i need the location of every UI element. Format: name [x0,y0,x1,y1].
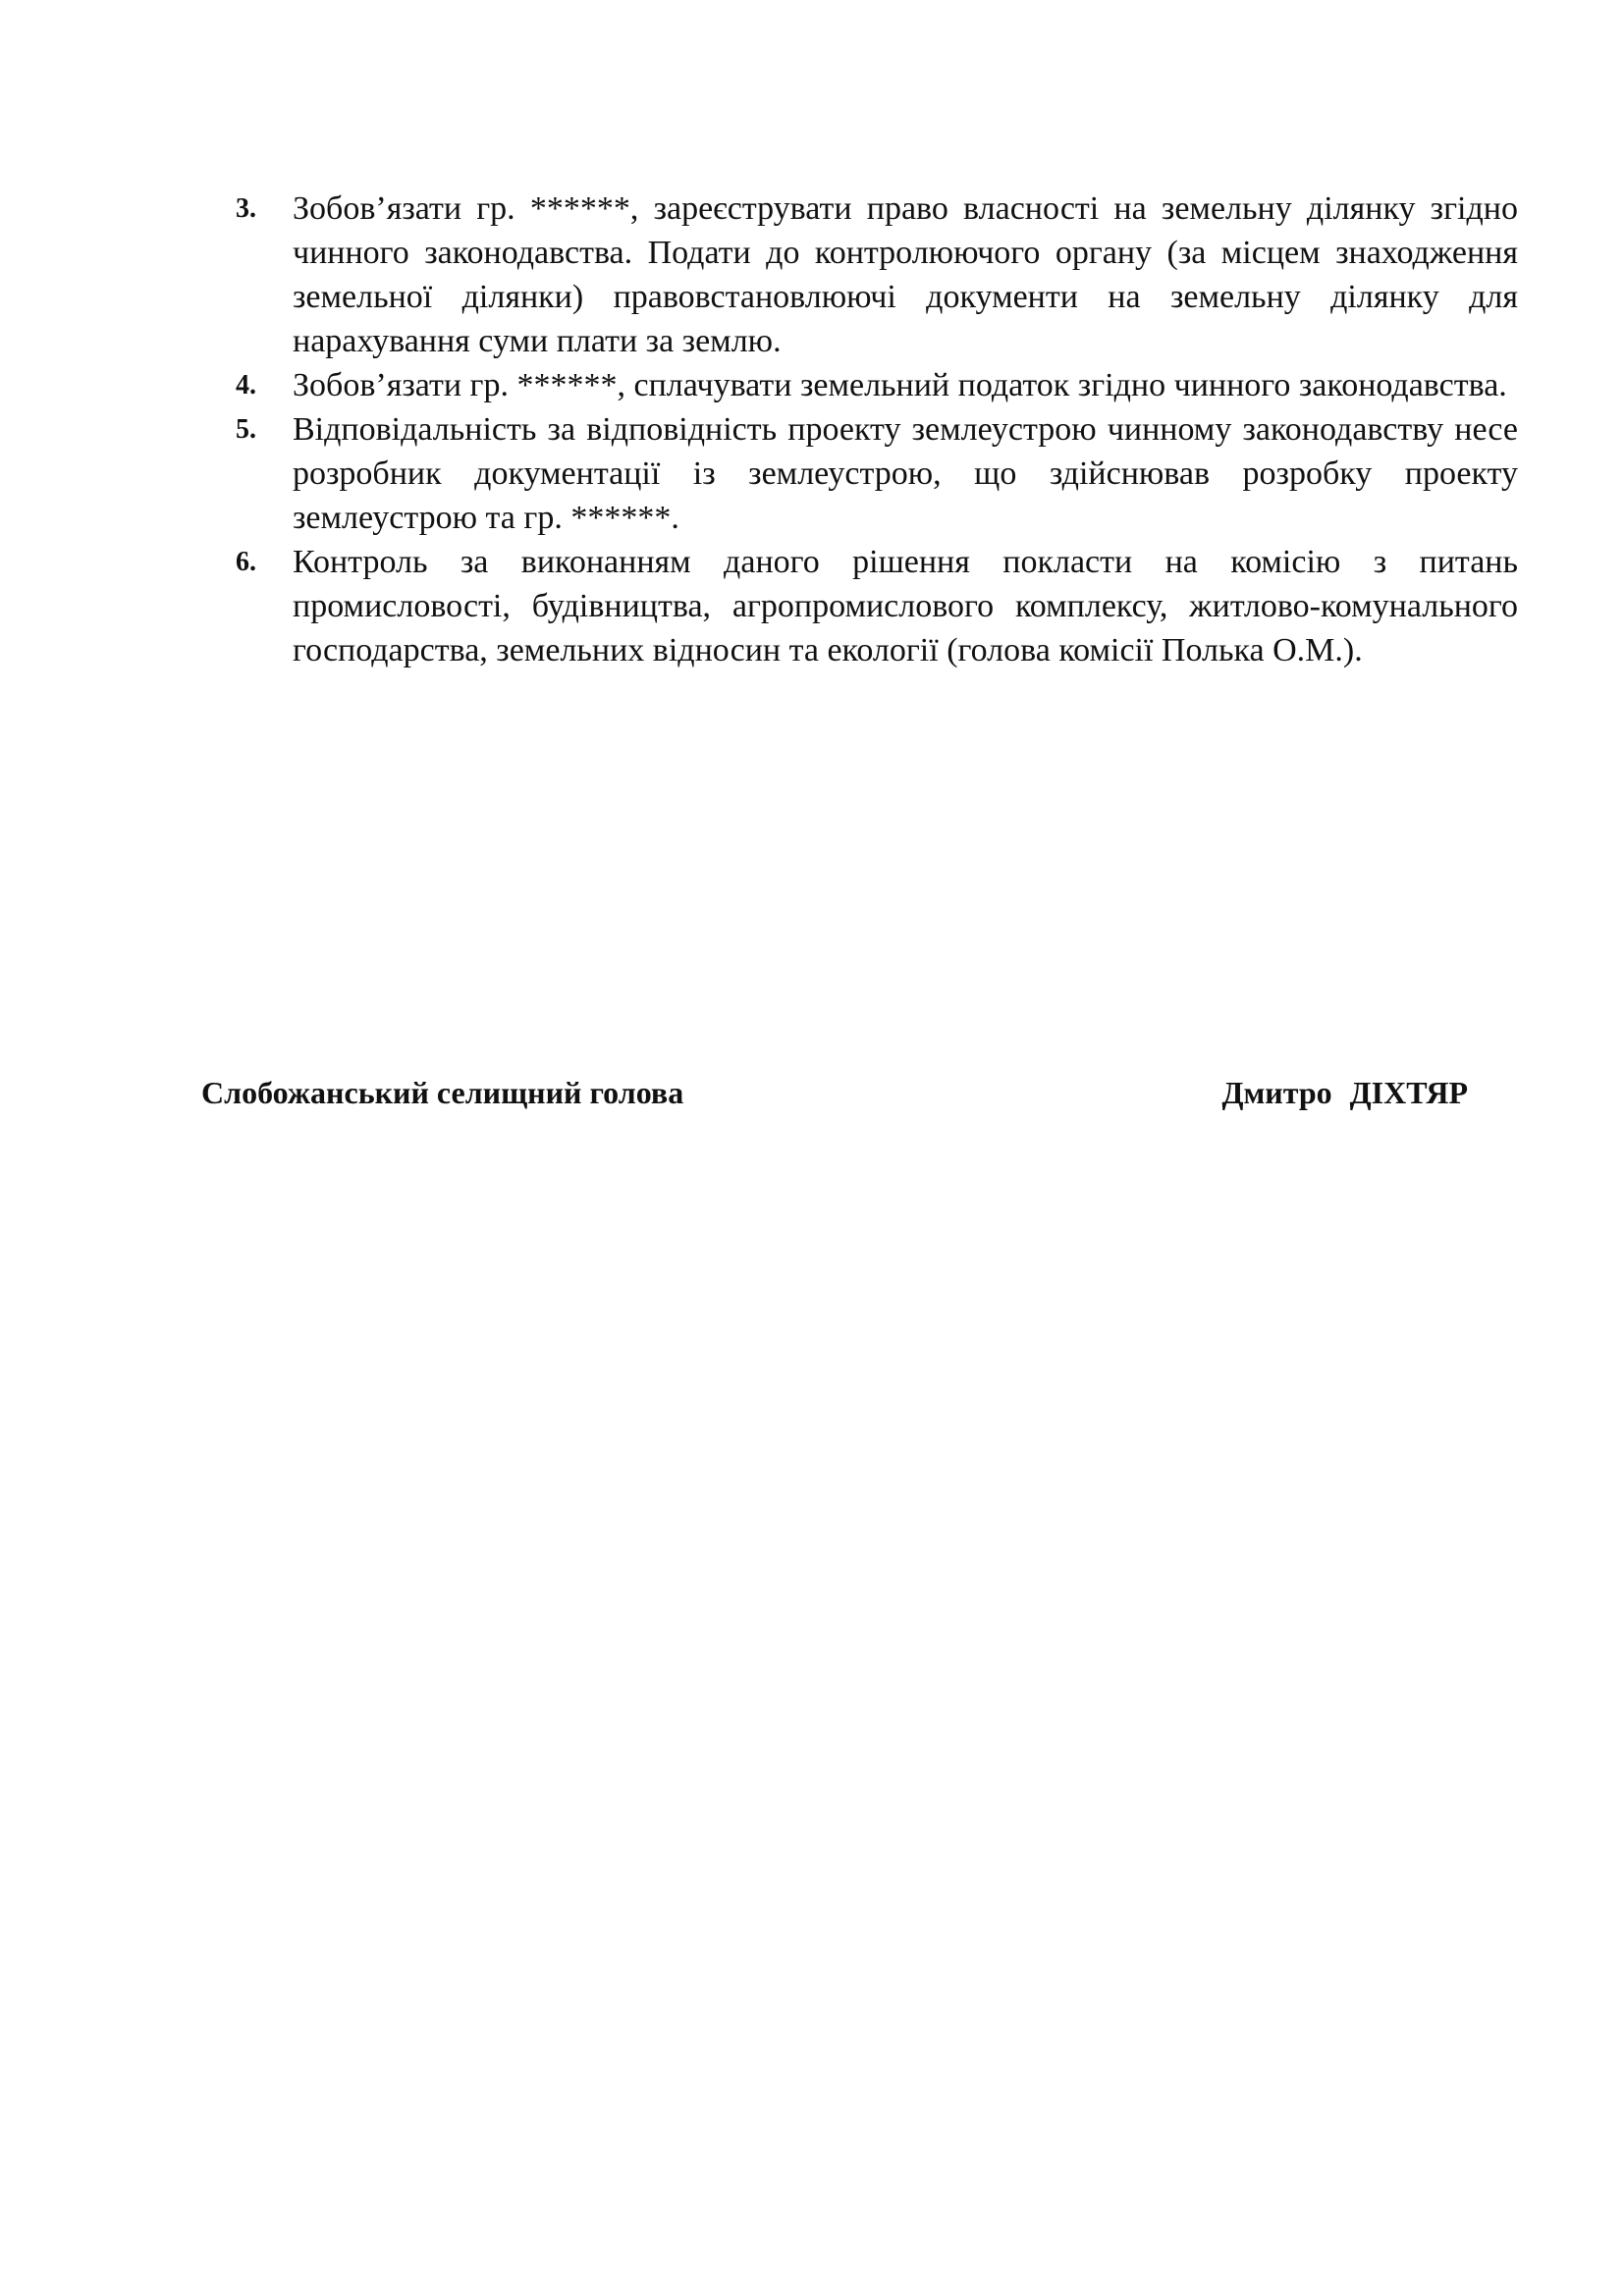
list-item [236,187,1518,363]
list-item [236,540,1518,672]
decision-list [236,187,1518,672]
signatory-title: Слобожанський селищний голова [201,1075,684,1110]
item-number: 3. [236,193,256,224]
list-item [236,407,1518,540]
item-number: 4. [236,370,256,400]
list-item [236,363,1518,407]
item-number: 6. [236,547,256,577]
item-text: Контроль за виконанням даного рішення покласти на комісію з питань промисловості, будівництва, агропромислового комплексу, житлово-комунального господарства, земельних відносин та екології (голова комісії Полька О.М.). [293,544,1518,668]
item-text: Зобов’язати гр. ******, сплачувати земельний податок згідно чинного законодавства. [293,367,1507,403]
signatory-name: Дмитро ДІХТЯР [1221,1075,1468,1110]
item-text: Зобов’язати гр. ******, зареєструвати право власності на земельну ділянку згідно чинного законодавства. Подати до контролюючого органу (за місцем знаходження земельної ділянки) правовстановлюючі документи на земельну ділянку для нарахування суми плати за землю. [293,190,1518,359]
item-text: Відповідальність за відповідність проекту землеустрою чинному законодавству несе розробник документації із землеустрою, що здійснював розробку проекту землеустрою та гр. ******. [293,411,1518,536]
item-number: 5. [236,414,256,445]
